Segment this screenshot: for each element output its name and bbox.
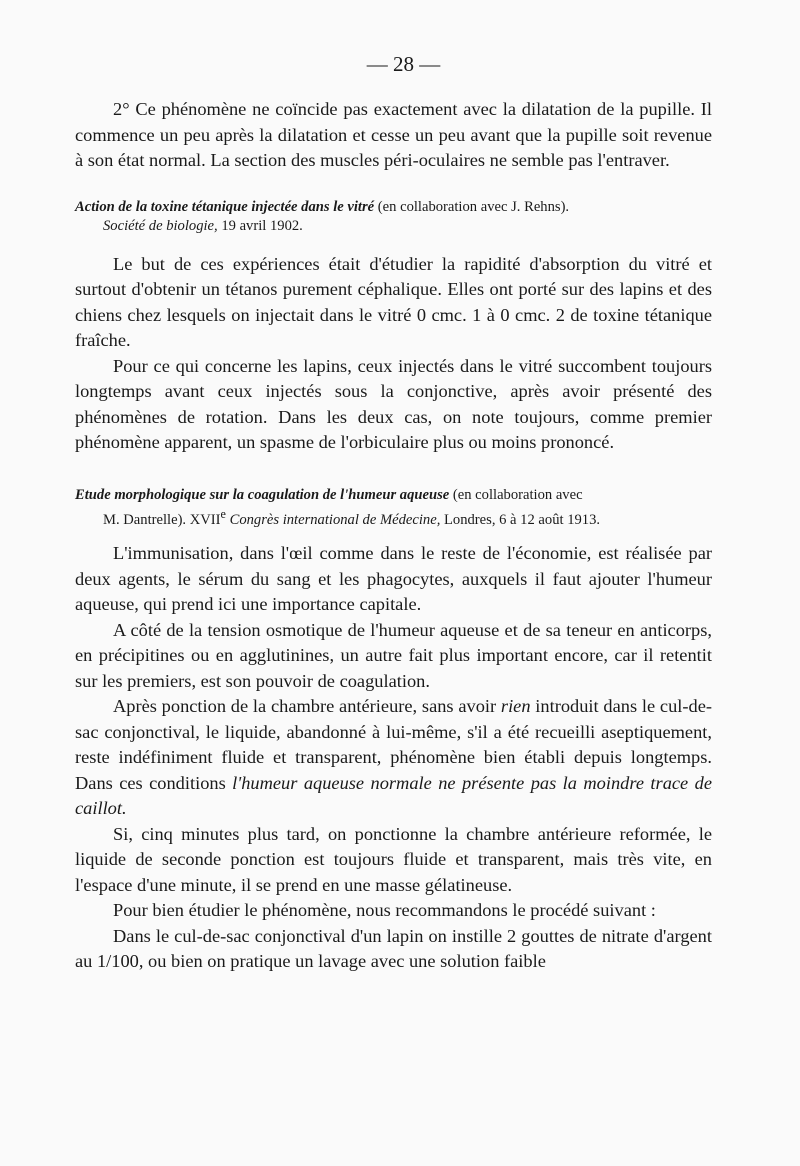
paragraph-rabbits: Pour ce qui concerne les lapins, ceux injectés dans le vitré succombent toujours longtemps avant ceux injectés sous la conjonctive, après avoir présenté des phénomènes de rotation. Dans les deux cas, on note toujours, comme premier phénomène apparent, un spasme de l'orbiculaire plus ou moins prononcé.: [75, 355, 712, 452]
section-heading-coagulation: [75, 486, 712, 530]
paragraph-pupil-dilatation: 2° Ce phénomène ne coïncide pas exactement avec la dilatation de la pupille. Il commence un peu après la dilatation et cesse un peu avant que la pupille soit revenue à son état normal. La section des muscles péri-oculaires ne semble pas l'entraver.: [75, 99, 712, 170]
heading-collaboration: (en collaboration avec J. Rehns).: [374, 198, 570, 215]
ponction-text-b: introduit dans le cul-de-sac conjonctival, le liquide, abandonné à lui-même, s'il a été recueilli aseptiquement, reste indéfiniment fluide et transparent, phénomène bien établi depuis longtemps. Dans ces conditions: [75, 696, 712, 793]
paragraph-second-ponction: Si, cinq minutes plus tard, on ponctionne la chambre antérieure reformée, le liquide de seconde ponction est toujours fluide et transparent, mais très vite, en l'espace d'une minute, il se prend en une masse gélatineuse.: [75, 823, 712, 895]
paragraph-procedure-intro: Pour bien étudier le phénomène, nous recommandons le procédé suivant :: [113, 900, 656, 921]
paragraph-procedure: Dans le cul-de-sac conjonctival d'un lapin on instille 2 gouttes de nitrate d'argent au 1/100, ou bien on pratique un lavage avec une solution faible: [75, 925, 712, 972]
section-heading-toxine: [75, 198, 712, 236]
heading-congress: Congrès international de Médecine,: [225, 511, 441, 528]
paragraph-ponction: [75, 694, 712, 822]
ponction-rien: rien: [500, 696, 531, 717]
heading-superscript: e: [220, 506, 226, 521]
ponction-text-a: Après ponction de la chambre antérieure, sans avoir: [113, 696, 501, 717]
ponction-italic-conclusion: l'humeur aqueuse normale ne présente pas la moindre trace de caillot.: [75, 772, 712, 819]
heading-title: Action de la toxine tétanique injectée dans le vitré: [75, 198, 375, 215]
heading-journal: Société de biologie,: [103, 217, 218, 234]
paragraph-immunisation: L'immunisation, dans l'œil comme dans le reste de l'économie, est réalisée par deux agents, le sérum du sang et les phagocytes, auxquels il faut ajouter l'humeur aqueuse, qui prend ici une importance capitale.: [75, 543, 712, 615]
heading-citation: [75, 505, 712, 530]
heading-title: Etude morphologique sur la coagulation de l'humeur aqueuse: [75, 486, 450, 503]
heading-collaboration: (en collaboration avec: [449, 486, 583, 503]
page-number: — 28 —: [366, 52, 441, 76]
paragraph-experiment-goal: Le but de ces expériences était d'étudier la rapidité d'absorption du vitré et surtout d'obtenir un tétanos purement céphalique. Elles ont porté sur des lapins et des chiens chez lesquels on injectait dans le vitré 0 cmc. 1 à 0 cmc. 2 de toxine tétanique fraîche.: [75, 253, 712, 350]
heading-citation: [75, 217, 712, 236]
heading-date: 19 avril 1902.: [217, 217, 303, 234]
heading-collaborator: M. Dantrelle). XVII: [103, 511, 221, 528]
paragraph-osmotic-tension: A côté de la tension osmotique de l'humeur aqueuse et de sa teneur en anticorps, en précipitines ou en agglutinines, un autre fait plus important encore, car il retentit sur les premiers, est son pouvoir de coagulation.: [75, 619, 712, 691]
heading-place-date: Londres, 6 à 12 août 1913.: [440, 511, 601, 528]
